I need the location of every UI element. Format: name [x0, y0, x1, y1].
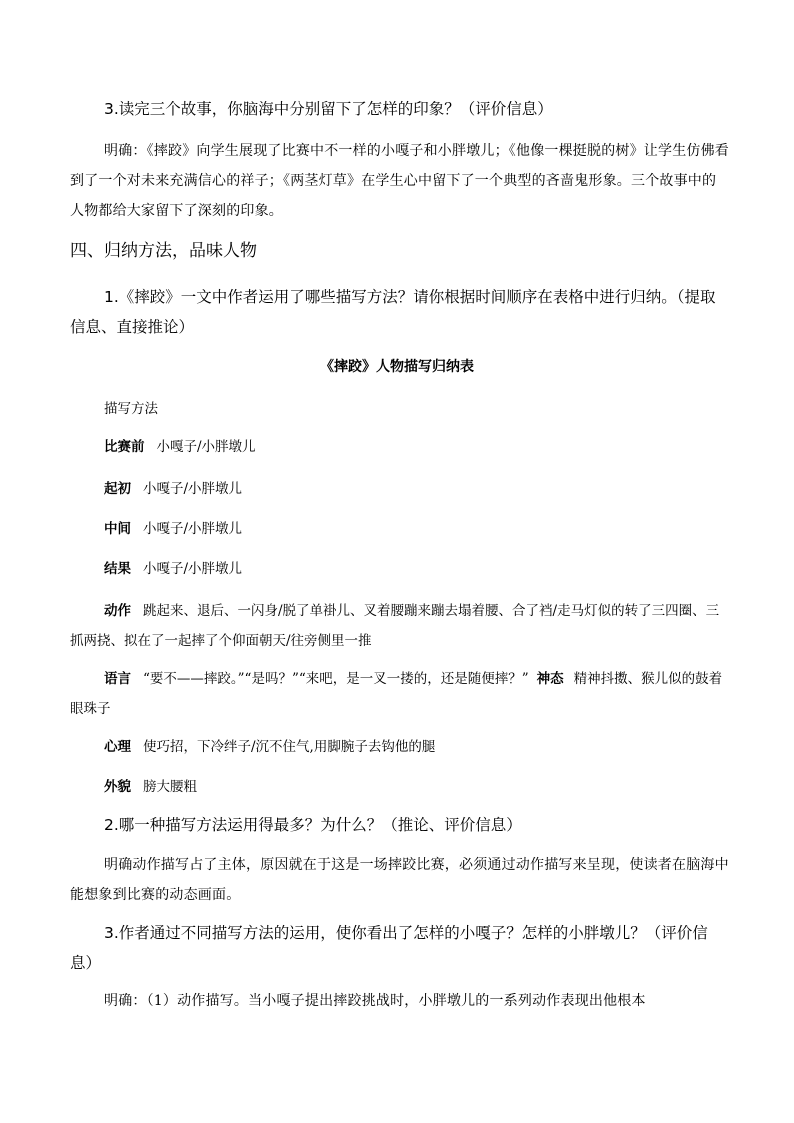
answer-2	[70, 850, 730, 910]
table-row-look	[70, 772, 730, 802]
table-caption: 《摔跤》人物描写归纳表	[320, 359, 474, 375]
look-value: 膀大腰粗	[143, 779, 197, 795]
stage-value: 小嘎子/小胖墩儿	[143, 481, 243, 497]
answer-text: 动作描写占了主体，原因就在于这是一场摔跤比赛，必须通过动作描写来呈现，使读者在脑海中能想象到比赛的动态画面。	[70, 857, 729, 903]
answer-3-impression: 明确：《摔跤》向学生展现了比赛中不一样的小嘎子和小胖墩儿；《他像一棵挺脱的树》让学生仿佛看到了一个对未来充满信心的祥子；《两茎灯草》在学生心中留下了一个典型的吝啬鬼形象。三个故事中的人物都给大家留下了深刻的印象。	[70, 143, 729, 219]
action-label: 动作	[104, 603, 131, 619]
answer-lead: 明确	[104, 857, 133, 873]
table-header: 描写方法	[104, 401, 158, 417]
table-row-psych	[70, 732, 730, 762]
stage-label: 比赛前	[104, 439, 145, 455]
demeanor-value: 精神抖擞、猴儿似的鼓着眼珠子	[70, 671, 723, 717]
stage-value: 小嘎子/小胖墩儿	[143, 521, 243, 537]
question-2: 2.哪一种描写方法运用得最多？为什么？（推论、评价信息）	[104, 816, 522, 834]
question-1: 1.《摔跤》一文中作者运用了哪些描写方法？请你根据时间顺序在表格中进行归纳。（提取信息、直接推论）	[70, 288, 716, 336]
stage-label: 结果	[104, 561, 131, 577]
table-row-start	[104, 474, 728, 504]
stage-value: 小嘎子/小胖墩儿	[143, 561, 243, 577]
table-row-middle	[104, 514, 728, 544]
question-3-impression: 3.读完三个故事，你脑海中分别留下了怎样的印象？（评价信息）	[104, 100, 553, 118]
section-heading: 四、归纳方法，品味人物	[70, 241, 257, 261]
demeanor-label: 神态	[536, 671, 564, 687]
table-row-result	[104, 554, 728, 584]
psych-value: 使巧招，下冷绊子/沉不住气,用脚腕子去钩他的腿	[143, 739, 436, 755]
question-3: 3.作者通过不同描写方法的运用，使你看出了怎样的小嘎子？怎样的小胖墩儿？（评价信息）	[70, 924, 708, 972]
action-value: 跳起来、退后、一闪身/脱了单褂儿、叉着腰蹦来蹦去塌着腰、合了裆/走马灯似的转了三四圈、三抓两挠、拟在了一起摔了个仰面朝天/往旁侧里一推	[70, 603, 720, 649]
stage-value: 小嘎子/小胖墩儿	[156, 439, 256, 455]
language-label: 语言	[104, 671, 131, 687]
stage-label: 中间	[104, 521, 131, 537]
table-row-action	[70, 596, 730, 656]
answer-3: 明确：（1）动作描写。当小嘎子提出摔跤挑战时，小胖墩儿的一系列动作表现出他根本	[104, 993, 646, 1009]
stage-label: 起初	[104, 481, 131, 497]
language-value: “要不——摔跤。”“是吗？”“来吧，是一叉一搂的，还是随便摔？”	[143, 671, 529, 687]
psych-label: 心理	[104, 739, 131, 755]
look-label: 外貌	[104, 779, 131, 795]
table-row-before	[104, 432, 728, 462]
table-row-language	[70, 664, 730, 724]
